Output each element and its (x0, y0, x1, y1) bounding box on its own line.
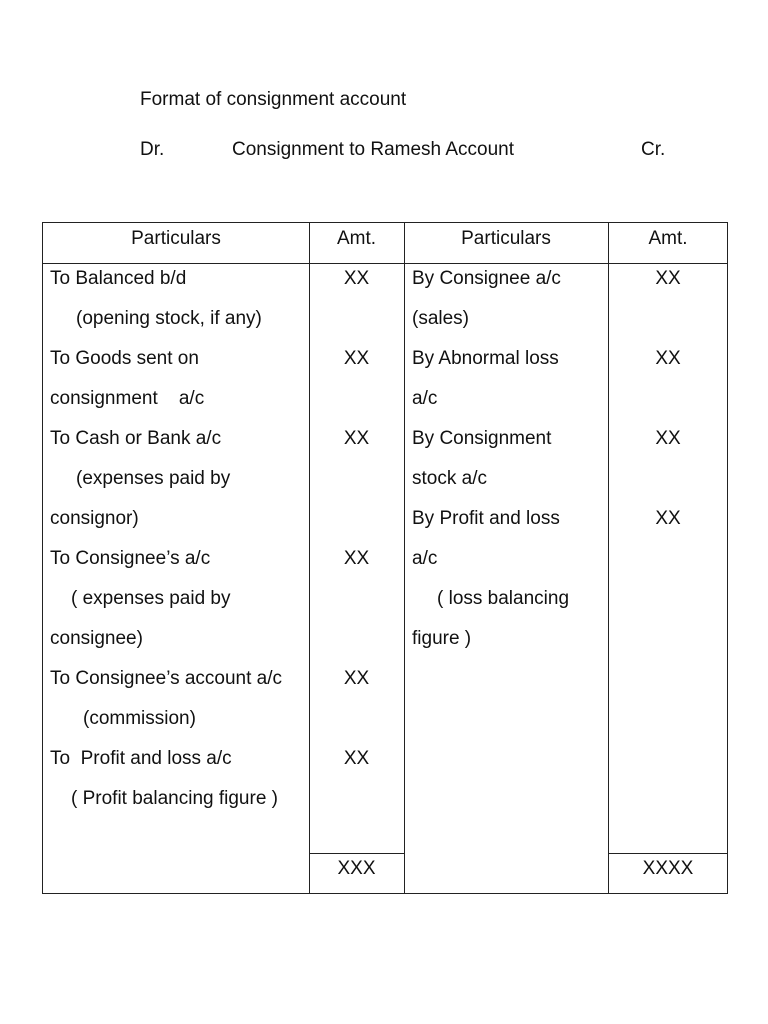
debit-line: consignment a/c (50, 388, 205, 409)
column-divider (608, 223, 609, 893)
debit-amount: XX (343, 748, 370, 769)
account-name: Consignment to Ramesh Account (232, 139, 514, 160)
credit-label: Cr. (641, 139, 666, 160)
debit-line: To Cash or Bank a/c (50, 428, 222, 449)
credit-line: a/c (412, 388, 438, 409)
credit-line: figure ) (412, 628, 472, 649)
debit-line: To Consignee’s a/c (50, 548, 211, 569)
header-particulars-debit: Particulars (131, 228, 221, 249)
credit-line: By Consignment (412, 428, 552, 449)
credit-line: By Abnormal loss (412, 348, 559, 369)
credit-total: XXXX (642, 858, 694, 879)
debit-line: ( expenses paid by (71, 588, 231, 609)
debit-total-rule (309, 853, 404, 854)
debit-line: consignee) (50, 628, 143, 649)
debit-amount: XX (343, 428, 370, 449)
credit-amount: XX (655, 348, 681, 369)
debit-line: To Consignee’s account a/c (50, 668, 283, 689)
header-amount-credit: Amt. (648, 228, 688, 249)
debit-line: ( Profit balancing figure ) (71, 788, 278, 809)
credit-line: ( loss balancing (437, 588, 570, 609)
debit-line: consignor) (50, 508, 139, 529)
document-title: Format of consignment account (140, 89, 407, 110)
debit-line: To Profit and loss a/c (50, 748, 232, 769)
debit-amount: XX (343, 668, 370, 689)
debit-line: (expenses paid by (76, 468, 231, 489)
credit-line: stock a/c (412, 468, 487, 489)
credit-amount: XX (655, 428, 681, 449)
credit-line: By Consignee a/c (412, 268, 561, 289)
debit-label: Dr. (140, 139, 165, 160)
column-divider (404, 223, 405, 893)
debit-line: (opening stock, if any) (76, 308, 262, 329)
credit-line: a/c (412, 548, 438, 569)
header-particulars-credit: Particulars (461, 228, 551, 249)
ledger-table (42, 222, 728, 894)
credit-line: (sales) (412, 308, 470, 329)
credit-amount: XX (655, 508, 681, 529)
debit-amount: XX (343, 548, 370, 569)
header-amount-debit: Amt. (336, 228, 377, 249)
debit-amount: XX (343, 268, 370, 289)
header-divider (43, 263, 727, 264)
debit-line: To Balanced b/d (50, 268, 187, 289)
credit-total-rule (608, 853, 728, 854)
credit-line: By Profit and loss (412, 508, 560, 529)
credit-amount: XX (655, 268, 681, 289)
debit-amount: XX (343, 348, 370, 369)
debit-total: XXX (337, 858, 376, 879)
debit-line: (commission) (83, 708, 196, 729)
debit-line: To Goods sent on (50, 348, 199, 369)
